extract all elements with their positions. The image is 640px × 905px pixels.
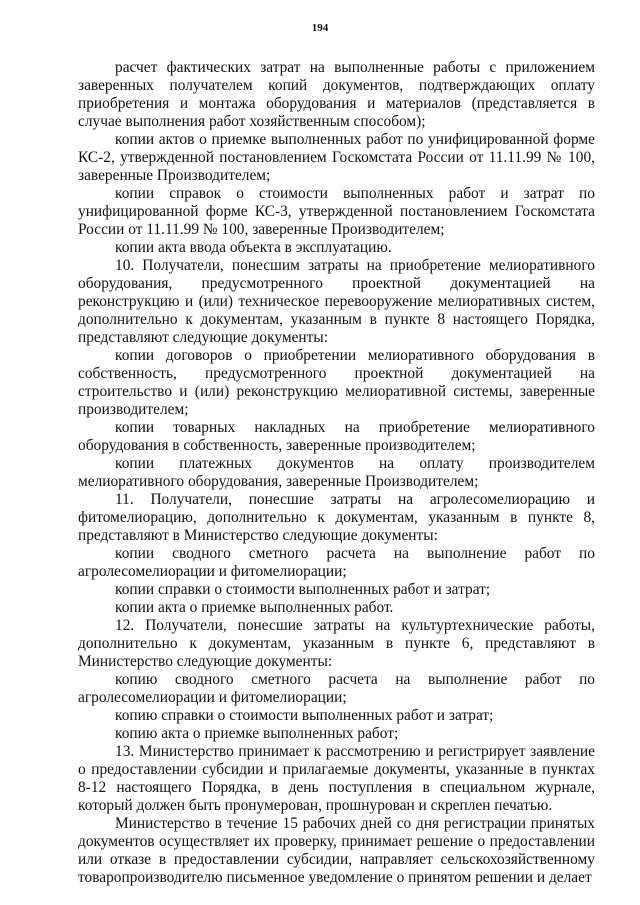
paragraph: копии товарных накладных на приобретение мелиоративного оборудования в собственность, заверенные производителем; (78, 419, 595, 454)
paragraph: копию справки о стоимости выполненных работ и затрат; (115, 707, 494, 724)
paragraph: 10. Получатели, понесшим затраты на приобретение мелиоративного оборудования, предусмотренного проектной документацией на реконструкцию и (или) техническое перевооружение мелиоративных систем, дополнительно к документам, указанным в пункте 8 настоящего Порядка, представляют следующие документы: (78, 257, 595, 346)
page-number: 194 (311, 22, 329, 34)
paragraph: расчет фактических затрат на выполненные работы с приложением заверенных получателем копий документов, подтверждающих оплату приобретения и монтажа оборудования и материалов (представляется в случае выполнения работ хозяйственным способом); (78, 59, 595, 130)
paragraph: копии актов о приемке выполненных работ по унифицированной форме КС-2, утвержденной постановлением Госкомстата России от 11.11.99 № 100, заверенные Производителем; (78, 131, 595, 184)
paragraph: 13. Министерство принимает к рассмотрению и регистрирует заявление о предоставлении субсидии и прилагаемые документы, указанные в пунктах 8-12 настоящего Порядка, в день поступления в специальном журнале, который должен быть пронумерован, прошнурован и скреплен печатью. (78, 743, 595, 814)
paragraph: копии сводного сметного расчета на выполнение работ по агролесомелиорации и фитомелиорации; (78, 545, 595, 580)
paragraph: копию сводного сметного расчета на выполнение работ по агролесомелиорации и фитомелиорации; (78, 671, 595, 706)
paragraph: копии договоров о приобретении мелиоративного оборудования в собственность, предусмотренного проектной документацией на строительство и (или) реконструкцию мелиоративной системы, заверенные производителем; (78, 347, 595, 418)
paragraph: 11. Получатели, понесшие затраты на агролесомелиорацию и фитомелиорацию, дополнительно к документам, указанным в пункте 8, представляют в Министерство следующие документы: (78, 491, 595, 544)
paragraph: копии справок о стоимости выполненных работ и затрат по унифицированной форме КС-3, утвержденной постановлением Госкомстата России от 11.11.99 № 100, заверенные Производителем; (78, 185, 595, 238)
paragraph: копии справки о стоимости выполненных работ и затрат; (115, 581, 491, 598)
paragraph: копию акта о приемке выполненных работ; (115, 725, 399, 742)
paragraph: копии акта ввода объекта в эксплуатацию. (115, 239, 392, 256)
paragraph: 12. Получатели, понесшие затраты на культуртехнические работы, дополнительно к документам, указанным в пункте 6, представляют в Министерство следующие документы: (78, 617, 595, 670)
document-body (78, 59, 595, 887)
paragraph: копии платежных документов на оплату производителем мелиоративного оборудования, заверенные Производителем; (78, 455, 595, 490)
paragraph: копии акта о приемке выполненных работ. (115, 599, 394, 616)
paragraph: Министерство в течение 15 рабочих дней со дня регистрации принятых документов осуществляет их проверку, принимает решение о предоставлении или отказе в предоставлении субсидии, направляет сельскохозяйственному товаропроизводителю письменное уведомление о принятом решении и делает (78, 815, 595, 886)
